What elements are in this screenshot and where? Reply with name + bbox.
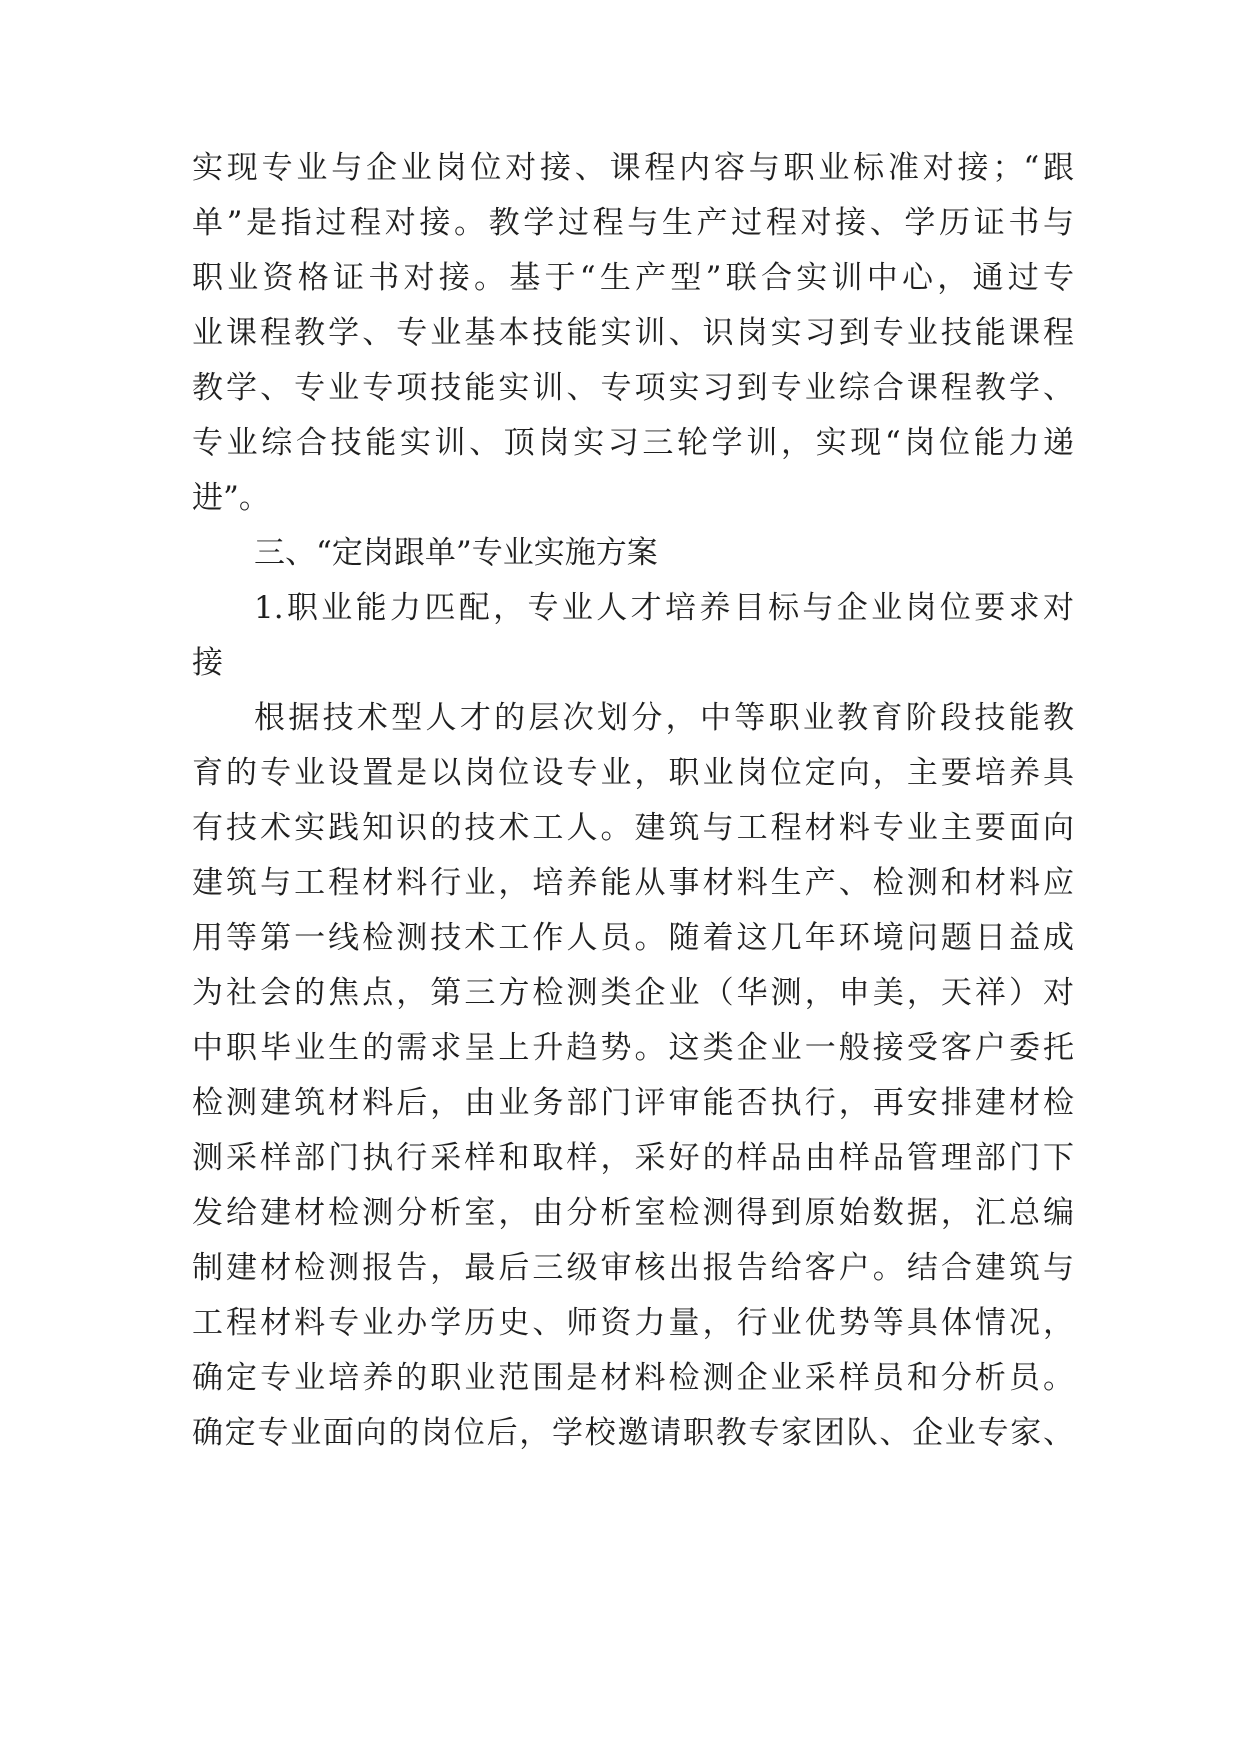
text-line: 建筑与工程材料行业，培养能从事材料生产、检测和材料应	[192, 865, 1074, 901]
text-line: 测采样部门执行采样和取样，采好的样品由样品管理部门下	[192, 1140, 1074, 1176]
subsection-heading: 1.职业能力匹配，专业人才培养目标与企业岗位要求对	[254, 590, 1074, 626]
text-line: 接	[192, 645, 223, 681]
text-line: 职业资格证书对接。基于“生产型”联合实训中心，通过专	[192, 260, 1074, 296]
text-line: 用等第一线检测技术工作人员。随着这几年环境问题日益成	[192, 920, 1074, 956]
text-line: 有技术实践知识的技术工人。建筑与工程材料专业主要面向	[192, 810, 1074, 846]
text-line: 工程材料专业办学历史、师资力量，行业优势等具体情况，	[192, 1305, 1074, 1341]
text-line: 确定专业面向的岗位后，学校邀请职教专家团队、企业专家、	[192, 1415, 1074, 1451]
text-line: 育的专业设置是以岗位设专业，职业岗位定向，主要培养具	[192, 755, 1074, 791]
text-line: 制建材检测报告，最后三级审核出报告给客户。结合建筑与	[192, 1250, 1074, 1286]
text-line: 实现专业与企业岗位对接、课程内容与职业标准对接；“跟	[192, 150, 1074, 186]
paragraph-first-line: 根据技术型人才的层次划分，中等职业教育阶段技能教	[254, 700, 1074, 736]
text-line: 为社会的焦点，第三方检测类企业（华测，申美，天祥）对	[192, 975, 1074, 1011]
text-line: 检测建筑材料后，由业务部门评审能否执行，再安排建材检	[192, 1085, 1074, 1121]
text-line: 教学、专业专项技能实训、专项实习到专业综合课程教学、	[192, 370, 1074, 406]
section-heading: 三、“定岗跟单”专业实施方案	[254, 535, 658, 571]
body-text	[192, 141, 1074, 1461]
text-line: 中职毕业生的需求呈上升趋势。这类企业一般接受客户委托	[192, 1030, 1074, 1066]
text-line: 单”是指过程对接。教学过程与生产过程对接、学历证书与	[192, 205, 1074, 241]
text-line: 确定专业培养的职业范围是材料检测企业采样员和分析员。	[192, 1360, 1074, 1396]
text-line: 进”。	[192, 480, 270, 516]
text-line: 发给建材检测分析室，由分析室检测得到原始数据，汇总编	[192, 1195, 1074, 1231]
text-line: 业课程教学、专业基本技能实训、识岗实习到专业技能课程	[192, 315, 1074, 351]
text-line: 专业综合技能实训、顶岗实习三轮学训，实现“岗位能力递	[192, 425, 1074, 461]
